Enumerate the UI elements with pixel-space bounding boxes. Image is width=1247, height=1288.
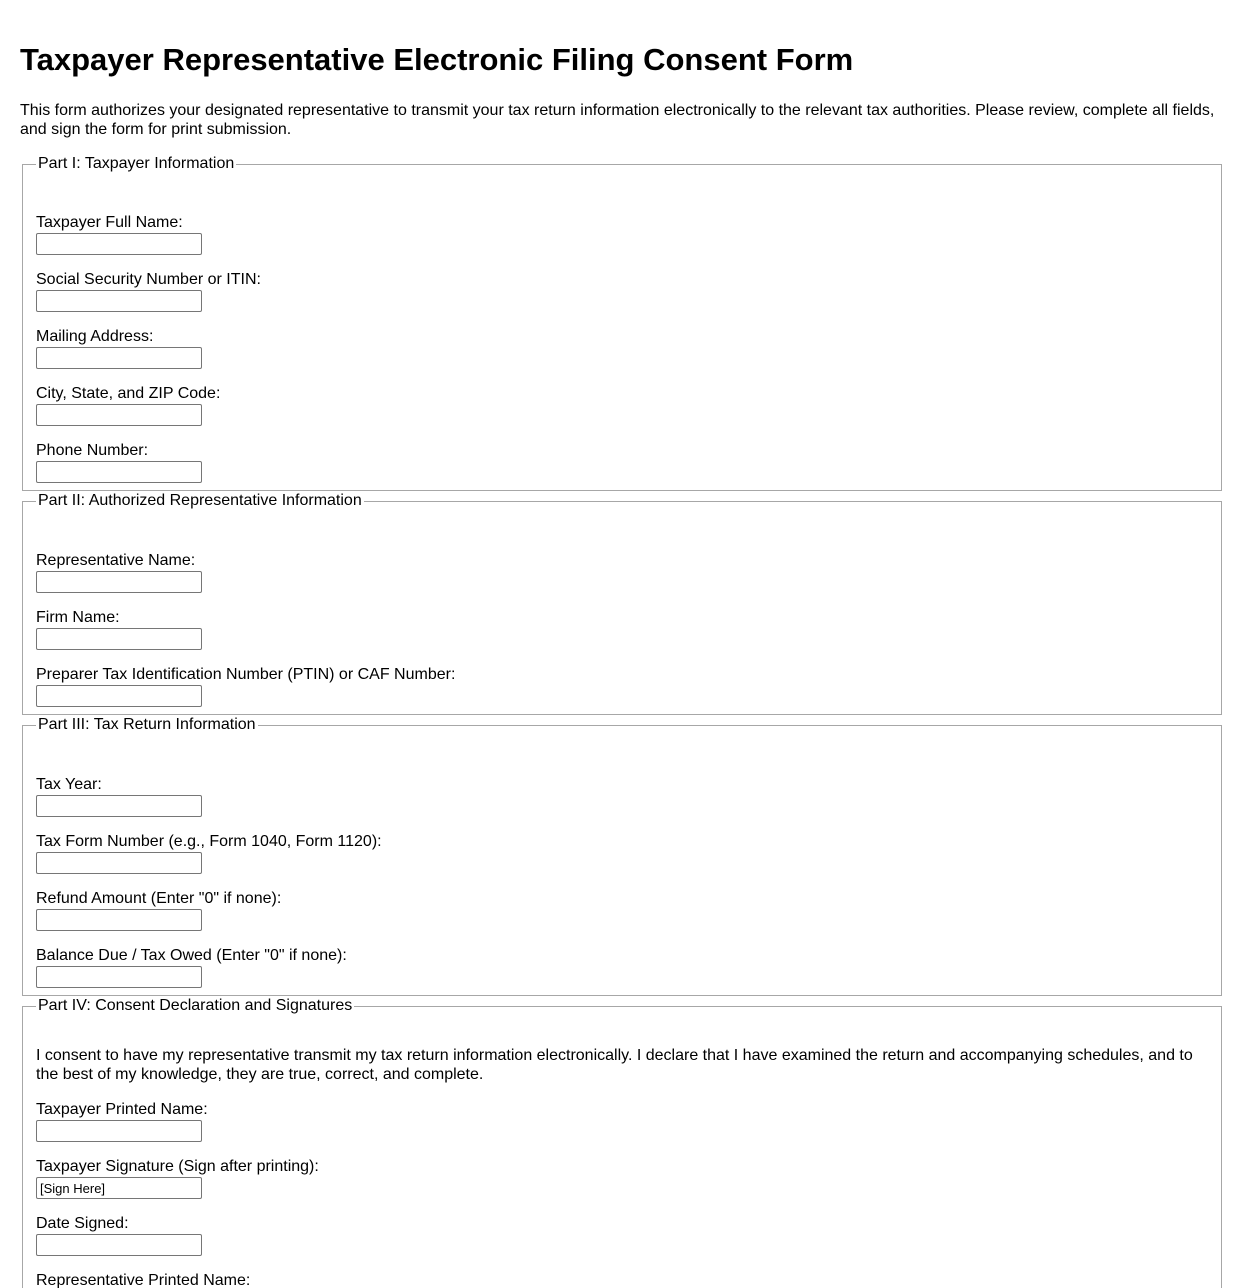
balance-due-input[interactable] <box>36 966 202 988</box>
mailing-address-input[interactable] <box>36 347 202 369</box>
refund-amount-label: Refund Amount (Enter "0" if none): <box>36 890 282 907</box>
city-state-zip-field <box>36 384 220 426</box>
tax-year-input[interactable] <box>36 795 202 817</box>
representative-name-input[interactable] <box>36 571 202 593</box>
ptin-caf-input[interactable] <box>36 685 202 707</box>
mailing-address-field <box>36 327 202 369</box>
part3-legend: Part III: Tax Return Information <box>38 716 256 733</box>
firm-name-input[interactable] <box>36 628 202 650</box>
taxpayer-signature-field <box>36 1157 319 1199</box>
taxpayer-signature-input[interactable] <box>36 1177 202 1199</box>
taxpayer-printed-name-field <box>36 1100 208 1142</box>
part4-fieldset <box>22 997 1222 1288</box>
page-title: Taxpayer Representative Electronic Filing Consent Form <box>20 42 854 77</box>
representative-printed-name-label: Representative Printed Name: <box>36 1272 251 1288</box>
taxpayer-full-name-input[interactable] <box>36 233 202 255</box>
tax-year-field <box>36 775 202 817</box>
ssn-itin-field <box>36 270 261 312</box>
part1-legend: Part I: Taxpayer Information <box>38 155 235 172</box>
taxpayer-printed-name-label: Taxpayer Printed Name: <box>36 1101 208 1118</box>
phone-number-label: Phone Number: <box>36 442 149 459</box>
consent-declaration: I consent to have my representative transmit my tax return information electronically. I declare that I have examined the return and accompanying schedules, and to the best of my knowledge, they are true, correct, and complete. <box>36 1047 1193 1083</box>
representative-name-label: Representative Name: <box>36 552 196 569</box>
tax-form-number-input[interactable] <box>36 852 202 874</box>
part2-legend: Part II: Authorized Representative Information <box>38 492 362 509</box>
tax-year-label: Tax Year: <box>36 776 102 793</box>
phone-number-field <box>36 441 202 483</box>
tax-form-number-field <box>36 832 382 874</box>
taxpayer-printed-name-input[interactable] <box>36 1120 202 1142</box>
city-state-zip-label: City, State, and ZIP Code: <box>36 385 221 402</box>
date-signed-label: Date Signed: <box>36 1215 129 1232</box>
ssn-itin-label: Social Security Number or ITIN: <box>36 271 261 288</box>
ptin-caf-field <box>36 665 455 707</box>
phone-number-input[interactable] <box>36 461 202 483</box>
refund-amount-field <box>36 889 281 931</box>
taxpayer-full-name-field <box>36 213 202 255</box>
date-signed-input[interactable] <box>36 1234 202 1256</box>
ptin-caf-label: Preparer Tax Identification Number (PTIN) or CAF Number: <box>36 666 456 683</box>
firm-name-label: Firm Name: <box>36 609 120 626</box>
taxpayer-signature-label: Taxpayer Signature (Sign after printing): <box>36 1158 319 1175</box>
representative-name-field <box>36 551 202 593</box>
part3-fieldset <box>22 716 1222 996</box>
balance-due-field <box>36 946 347 988</box>
firm-name-field <box>36 608 202 650</box>
part1-fieldset <box>22 155 1222 491</box>
tax-form-number-label: Tax Form Number (e.g., Form 1040, Form 1120): <box>36 833 382 850</box>
representative-printed-name-field <box>36 1271 250 1288</box>
date-signed-field <box>36 1214 202 1256</box>
part2-fieldset <box>22 492 1222 715</box>
mailing-address-label: Mailing Address: <box>36 328 154 345</box>
taxpayer-full-name-label: Taxpayer Full Name: <box>36 214 183 231</box>
ssn-itin-input[interactable] <box>36 290 202 312</box>
part4-legend: Part IV: Consent Declaration and Signatures <box>38 997 353 1014</box>
city-state-zip-input[interactable] <box>36 404 202 426</box>
refund-amount-input[interactable] <box>36 909 202 931</box>
balance-due-label: Balance Due / Tax Owed (Enter "0" if none): <box>36 947 347 964</box>
intro-text: This form authorizes your designated representative to transmit your tax return information electronically to the relevant tax authorities. Please review, complete all fields, and sign the form for print submission. <box>20 102 1215 138</box>
